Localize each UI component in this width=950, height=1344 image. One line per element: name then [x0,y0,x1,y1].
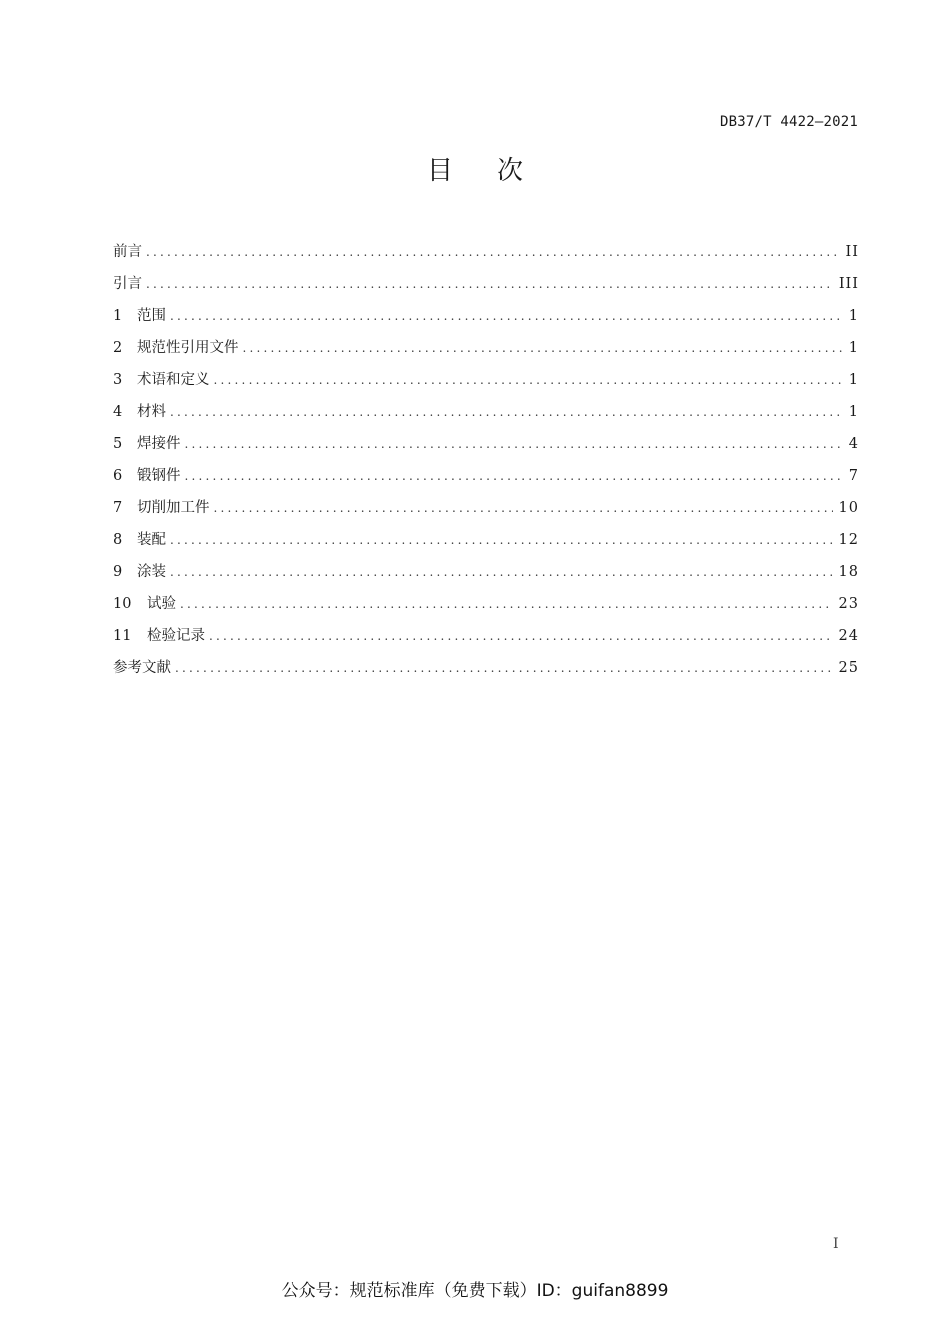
toc-leader-dots [146,238,840,266]
toc-leader-dots [209,622,833,650]
toc-entry-number: 2 [113,340,123,356]
toc-entry-label: 前言 [113,244,142,260]
toc-entry-label: 检验记录 [147,628,205,644]
toc-leader-dots [185,462,843,490]
toc-entry-label: 涂装 [137,564,166,580]
toc-entry-number: 5 [113,436,123,452]
page-number: I [833,1236,839,1252]
toc-entry-number: 8 [113,532,123,548]
toc-entry-normative-references[interactable] [113,334,859,366]
toc-entry-page: 25 [838,660,859,676]
toc-leader-dots [214,366,843,394]
page-title: 目次 [426,156,567,186]
toc-leader-dots [175,654,833,682]
toc-leader-dots [146,270,833,298]
toc-entry-label: 焊接件 [137,436,181,452]
toc-entry-number: 7 [113,500,123,516]
toc-entry-bibliography[interactable] [113,654,859,686]
toc-entry-number: 4 [113,404,123,420]
toc-entry-label: 装配 [137,532,166,548]
toc-entry-introduction[interactable] [113,270,859,302]
toc-entry-forged-steel-parts[interactable] [113,462,859,494]
toc-entry-number: 11 [113,628,132,644]
toc-entry-inspection-records[interactable] [113,622,859,654]
toc-entry-page: 12 [838,532,859,548]
toc-entry-page: 18 [838,564,859,580]
toc-entry-terms-definitions[interactable] [113,366,859,398]
toc-entry-label: 范围 [137,308,166,324]
toc-entry-page: 1 [848,340,859,356]
toc-entry-label: 材料 [137,404,166,420]
toc-entry-label: 术语和定义 [137,372,210,388]
toc-entry-foreword[interactable] [113,238,859,270]
toc-leader-dots [170,526,833,554]
toc-entry-label: 引言 [113,276,142,292]
toc-entry-assembly[interactable] [113,526,859,558]
toc-entry-materials[interactable] [113,398,859,430]
toc-entry-page: 1 [848,308,859,324]
toc-entry-page: 10 [838,500,859,516]
toc-entry-label: 参考文献 [113,660,171,676]
toc-leader-dots [243,334,843,362]
toc-entry-page: 24 [838,628,859,644]
toc-leader-dots [170,302,843,330]
table-of-contents [113,238,859,686]
toc-entry-number: 10 [113,596,132,612]
toc-entry-scope[interactable] [113,302,859,334]
toc-entry-page: 1 [848,372,859,388]
toc-leader-dots [170,398,843,426]
toc-entry-page: 4 [848,436,859,452]
toc-entry-label: 试验 [147,596,176,612]
document-code: DB37/T 4422—2021 [719,114,858,130]
toc-entry-label: 规范性引用文件 [137,340,239,356]
toc-entry-welded-parts[interactable] [113,430,859,462]
toc-entry-coating[interactable] [113,558,859,590]
toc-entry-number: 3 [113,372,123,388]
toc-entry-number: 9 [113,564,123,580]
watermark-text: 公众号：规范标准库（免费下载）ID：guifan8899 [281,1281,669,1301]
toc-entry-page: 7 [848,468,859,484]
toc-leader-dots [214,494,833,522]
toc-leader-dots [180,590,833,618]
toc-entry-page: III [838,276,859,292]
toc-entry-machined-parts[interactable] [113,494,859,526]
toc-entry-page: II [845,244,859,260]
toc-entry-number: 1 [113,308,123,324]
toc-entry-number: 6 [113,468,123,484]
toc-leader-dots [170,558,833,586]
toc-leader-dots [185,430,843,458]
toc-entry-testing[interactable] [113,590,859,622]
toc-entry-label: 锻钢件 [137,468,181,484]
toc-entry-page: 1 [848,404,859,420]
toc-entry-label: 切削加工件 [137,500,210,516]
toc-entry-page: 23 [838,596,859,612]
